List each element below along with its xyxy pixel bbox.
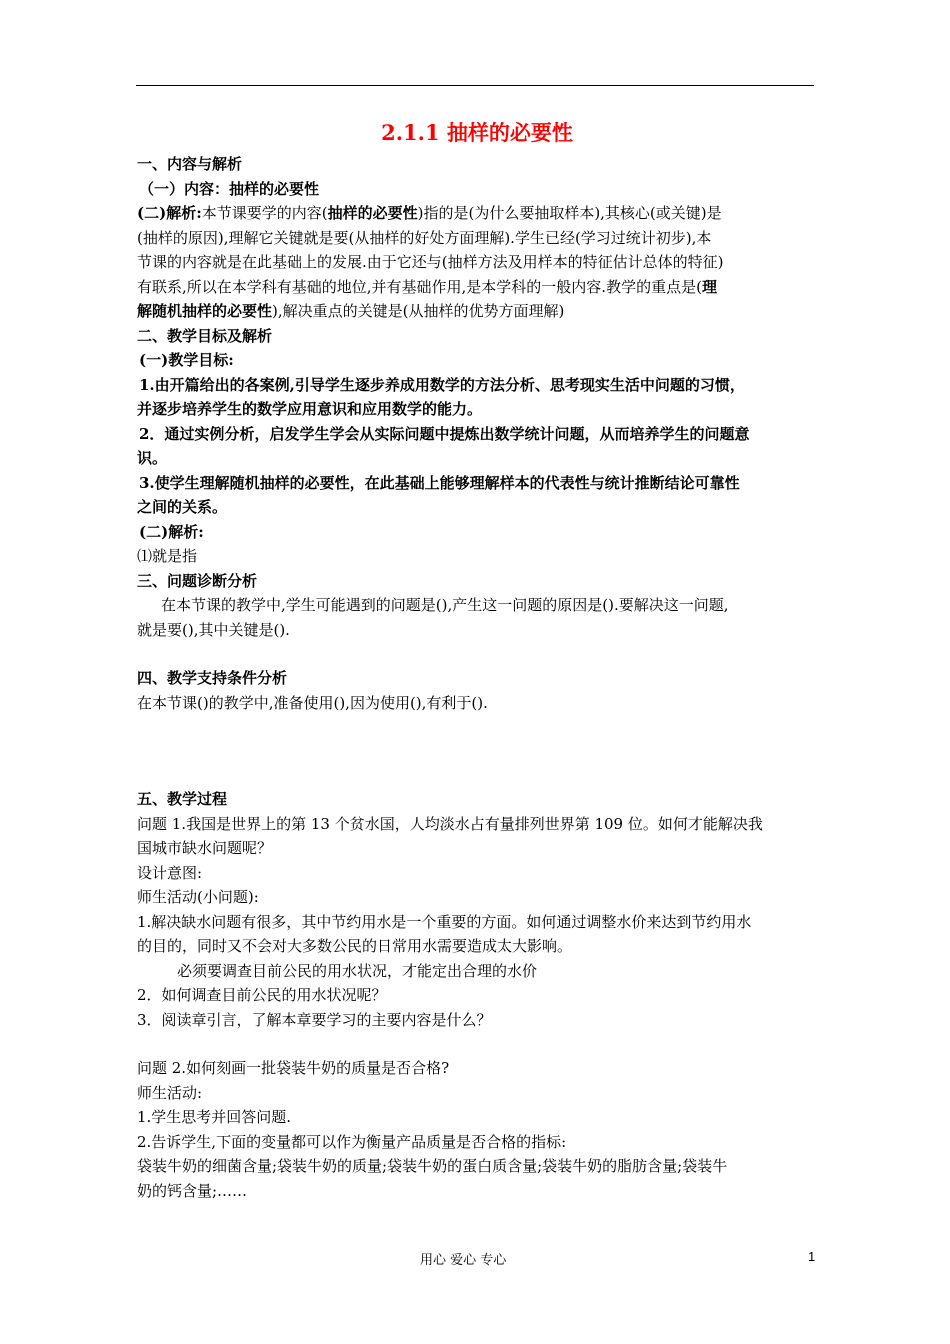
section-3-heading: 三、问题诊断分析 — [137, 571, 258, 590]
goal-3-line-2: 之间的关系。 — [137, 498, 228, 516]
goal-1-line-1: 1.由开篇给出的各案例,引导学生逐步养成用数学的方法分析、思考现实生活中问题的习惯， — [139, 375, 745, 394]
goal-2-line-1: 2．通过实例分析，启发学生学会从实际问题中提炼出数学统计问题，从而培养学生的问题意 — [139, 424, 750, 443]
spacer — [137, 642, 817, 666]
section-1-analysis-line-3: 节课的内容就是在此基础上的发展.由于它还与(抽样方法及用样本的特征估计总体的特征) — [137, 253, 724, 271]
activity-1-line-1: 1.解决缺水问题有很多，其中节约用水是一个重要的方面。如何通过调整水价来达到节约用水 — [137, 912, 752, 931]
design-intent: 设计意图: — [137, 863, 203, 882]
spacer — [137, 715, 817, 763]
analysis-text: )指的是(为什么要抽取样本),其核心(或关键)是 — [417, 204, 722, 222]
activity-b3-line-1: 袋装牛奶的细菌含量;袋装牛奶的质量;袋装牛奶的蛋白质含量;袋装牛奶的脂肪含量;袋装牛 — [137, 1157, 728, 1175]
section-1-heading: 一、内容与解析 — [137, 155, 243, 173]
goal-2-line-2: 识。 — [137, 449, 168, 467]
section-4-heading: 四、教学支持条件分析 — [137, 669, 288, 687]
question-1-line-1: 问题 1.我国是世界上的第 13 个贫水国，人均淡水占有量排列世界第 109 位。如何才能解决我 — [137, 814, 763, 833]
teacher-student-activity-sub: 师生活动(小问题): — [137, 888, 259, 906]
activity-1-line-3: 必须要调查目前公民的用水状况，才能定出合理的水价 — [177, 961, 538, 980]
analysis-bold-term: 解随机抽样的必要性 — [137, 302, 273, 320]
section-1-analysis-line-2: (抽样的原因),理解它关键就是要(从抽样的好处方面理解).学生已经(学习过统计初步),本 — [137, 228, 712, 247]
question-1-line-2: 国城市缺水问题呢？ — [137, 839, 273, 857]
spacer — [137, 1032, 817, 1056]
header-rule — [136, 85, 814, 86]
analysis-bold-term: 抽样的必要性 — [327, 204, 418, 222]
document-body — [137, 118, 817, 1203]
document-title: 2.1.1 抽样的必要性 — [381, 120, 573, 145]
goal-3-line-1: 3.使学生理解随机抽样的必要性，在此基础上能够理解样本的代表性与统计推断结论可靠性 — [139, 473, 740, 492]
analysis-label: (二)解析: — [137, 204, 202, 222]
teacher-student-activity: 师生活动: — [137, 1083, 203, 1102]
page-number: 1 — [808, 1249, 816, 1264]
analysis-bold-term: 理 — [701, 277, 717, 296]
spacer — [137, 763, 817, 787]
question-2: 问题 2.如何刻画一批袋装牛奶的质量是否合格? — [137, 1059, 450, 1077]
activity-2: 2．如何调查目前公民的用水状况呢？ — [137, 986, 387, 1004]
activity-b2: 2.告诉学生,下面的变量都可以作为衡量产品质量是否合格的指标: — [137, 1132, 567, 1151]
section-3-paragraph-line-2: 就是要(),其中关键是(). — [137, 620, 290, 639]
section-2-analysis-text: ⑴就是指 — [137, 547, 198, 565]
section-5-heading: 五、教学过程 — [137, 790, 228, 808]
section-1-analysis-line-1 — [137, 201, 817, 226]
section-1-content: （一）内容：抽样的必要性 — [139, 179, 320, 198]
section-4-paragraph: 在本节课()的教学中,准备使用(),因为使用(),有利于(). — [137, 693, 488, 712]
goal-1-line-2: 并逐步培养学生的数学应用意识和应用数学的能力。 — [137, 400, 483, 418]
section-2-heading: 二、教学目标及解析 — [137, 326, 273, 345]
activity-b3-line-2: 奶的钙含量;…… — [137, 1181, 248, 1200]
section-2-analysis-label: (二)解析: — [139, 522, 204, 541]
analysis-text: 本节课要学的内容( — [201, 204, 328, 222]
section-1-analysis-line-5 — [137, 299, 817, 324]
section-2-goals-label: (一)教学目标: — [139, 351, 234, 369]
section-1-analysis-line-4 — [137, 275, 817, 300]
activity-b1: 1.学生思考并回答问题. — [137, 1108, 292, 1126]
footer-motto: 用心 爱心 专心 — [420, 1253, 507, 1268]
activity-3: 3．阅读章引言，了解本章要学习的主要内容是什么？ — [137, 1010, 492, 1029]
analysis-text: 有联系,所以在本学科有基础的地位,并有基础作用,是本学科的一般内容.教学的重点是( — [137, 277, 702, 296]
section-3-paragraph-line-1: 在本节课的教学中,学生可能遇到的问题是(),产生这一问题的原因是().要解决这一问题, — [161, 596, 729, 614]
analysis-text: ),解决重点的关键是(从抽样的优势方面理解) — [272, 302, 565, 320]
activity-1-line-2: 的目的，同时又不会对大多数公民的日常用水需要造成太大影响。 — [137, 937, 573, 955]
